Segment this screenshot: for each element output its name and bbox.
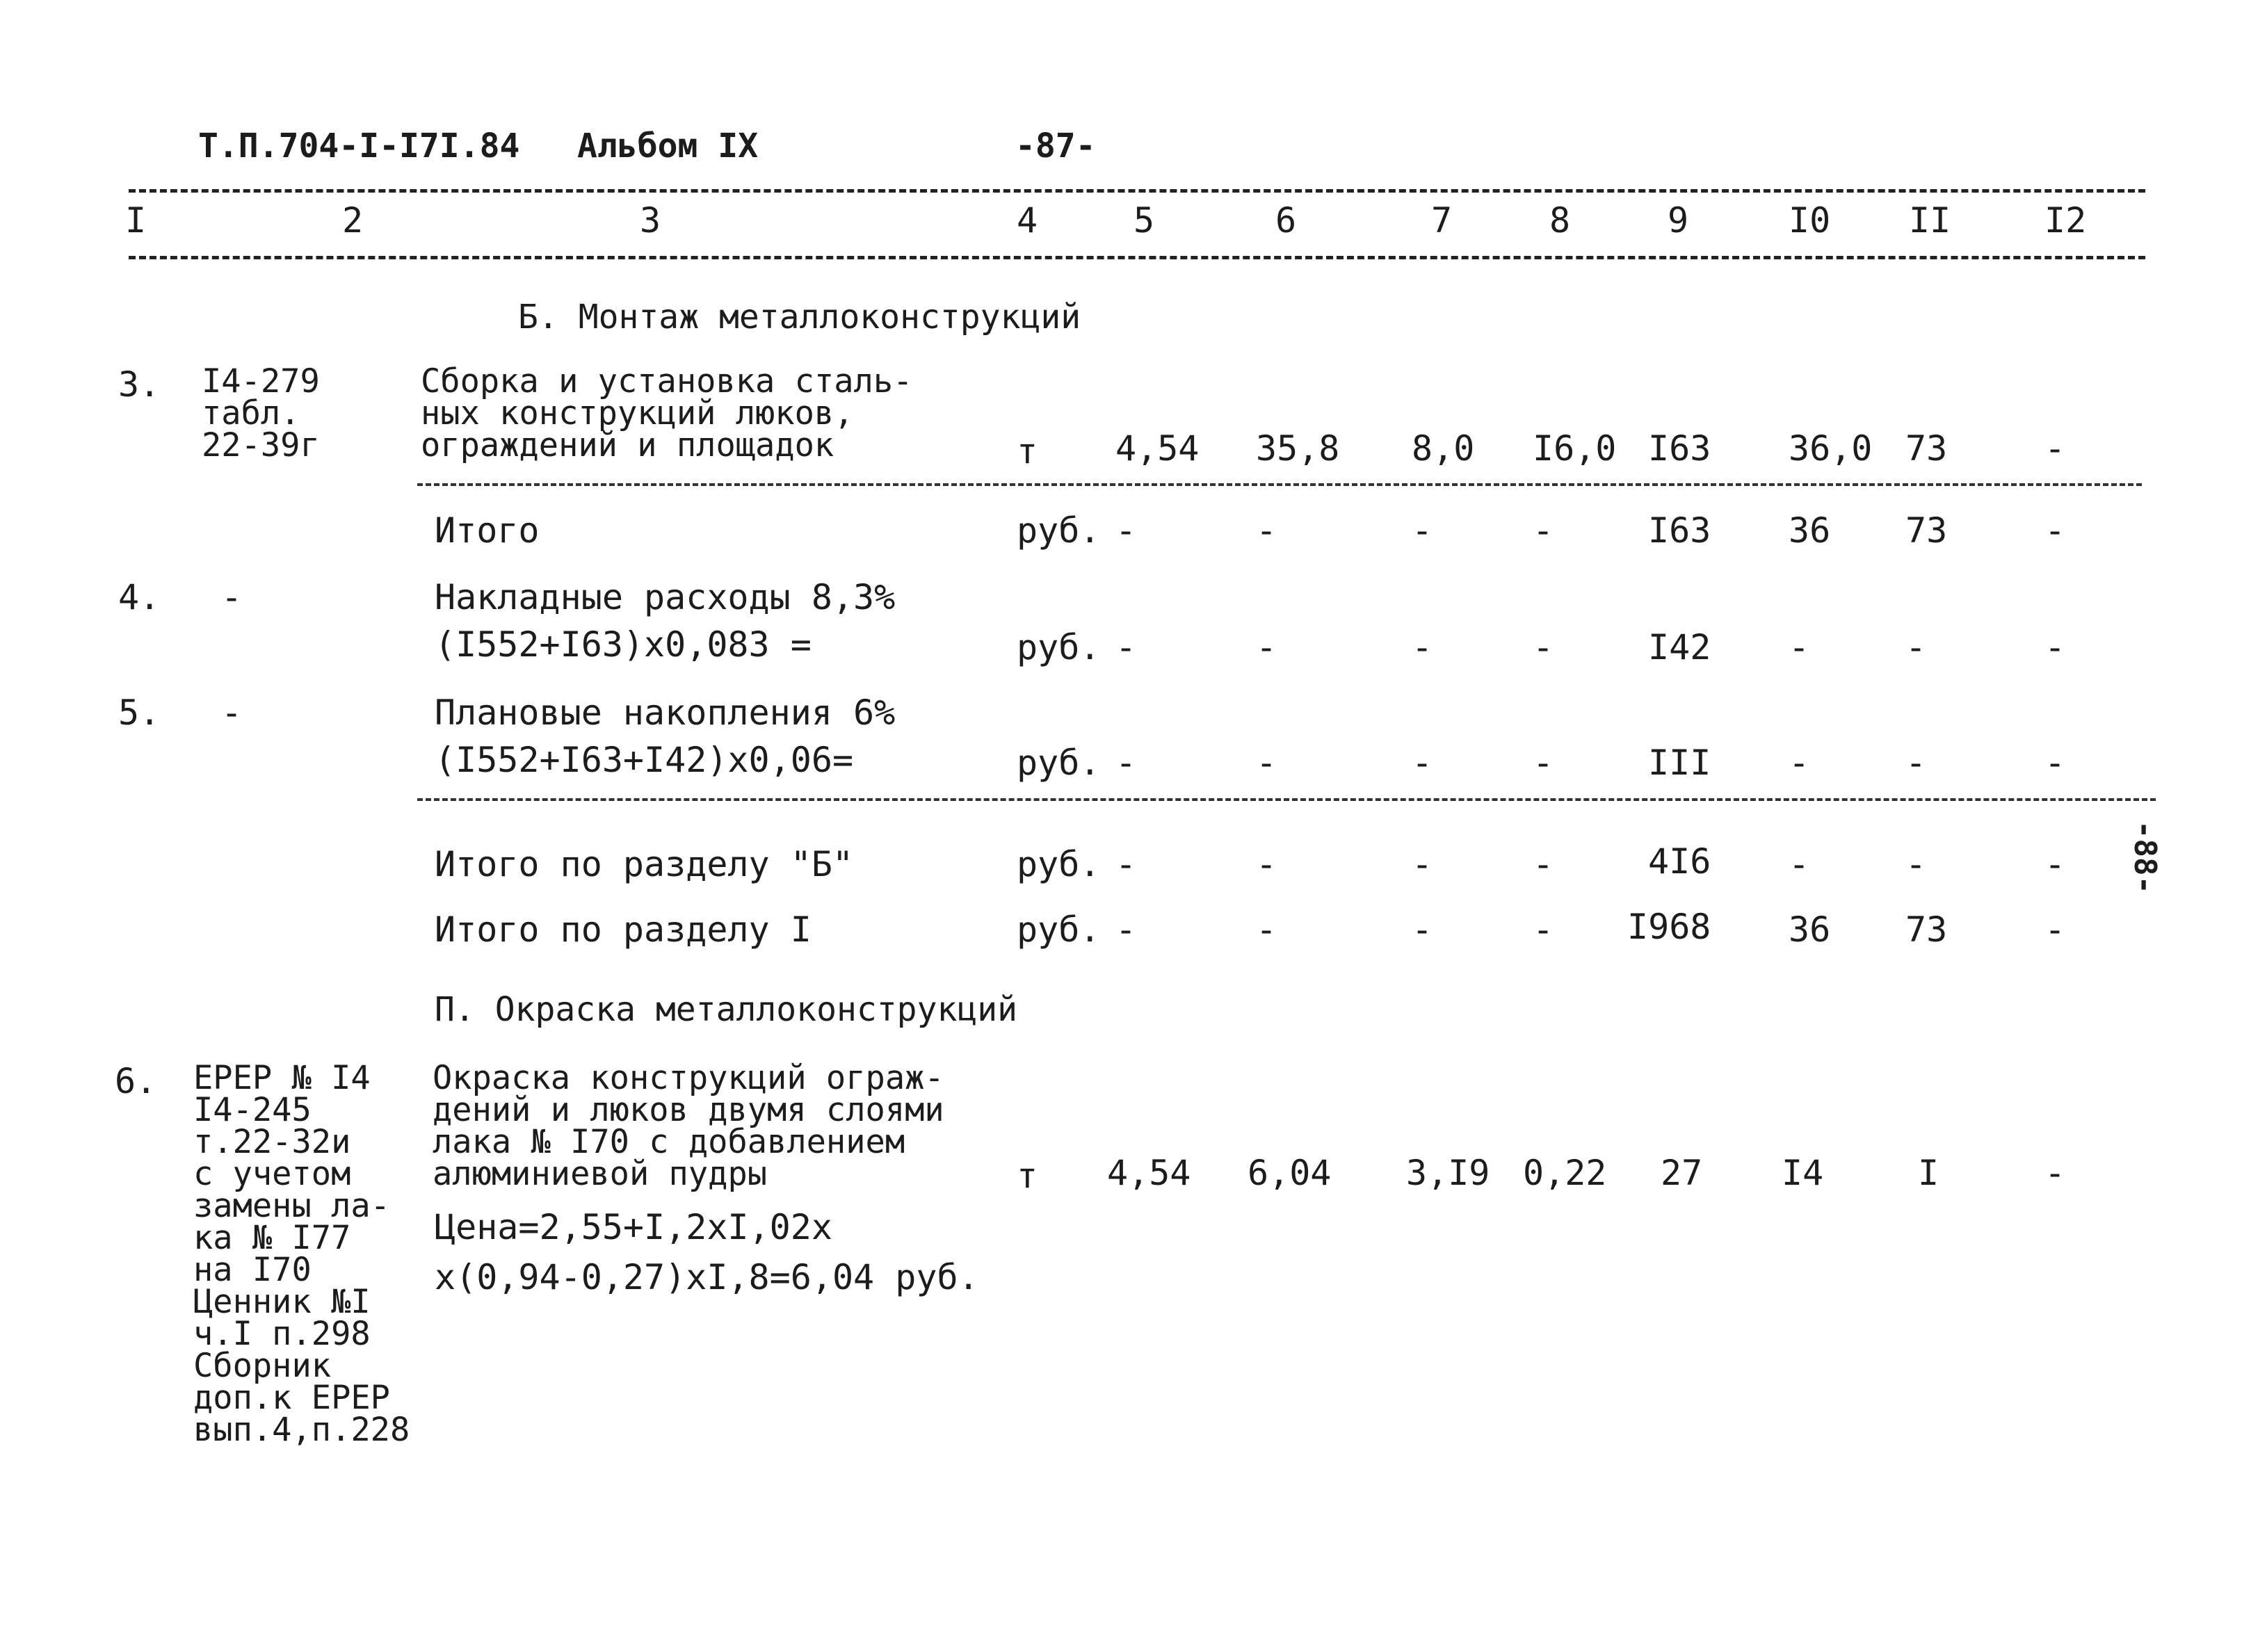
page-number: -87- bbox=[1015, 127, 1096, 165]
itogo-col7: - bbox=[1412, 510, 1433, 551]
item5-desc-line1: Плановые накопления 6% bbox=[435, 693, 896, 733]
margin-page-mark: -88- bbox=[2127, 820, 2163, 894]
item5-code: - bbox=[221, 693, 243, 733]
item4-unit: руб. bbox=[1017, 627, 1101, 667]
item3-col12: - bbox=[2044, 428, 2066, 469]
total-section-1-col10: 36 bbox=[1789, 909, 1831, 950]
itogo-unit: руб. bbox=[1017, 510, 1101, 551]
col-header-11: II bbox=[1909, 200, 1951, 241]
item3-col10: 36,0 bbox=[1789, 428, 1873, 469]
album-label: Альбом IX bbox=[577, 127, 759, 165]
item6-description: Окраска конструкций ограж- дений и люков двумя слоями лака № I70 с добавлением алюминиевой пудры bbox=[433, 1059, 944, 1193]
item3-col11: 73 bbox=[1905, 428, 1948, 469]
item3-col9: I63 bbox=[1648, 428, 1711, 469]
col-header-1: I bbox=[125, 200, 147, 241]
itogo-col12: - bbox=[2044, 510, 2066, 551]
item5-col8: - bbox=[1533, 743, 1554, 783]
item6-price-line2: x(0,94-0,27)xI,8=6,04 руб. bbox=[435, 1257, 979, 1297]
item4-number: 4. bbox=[118, 577, 161, 617]
item6-col10: I4 bbox=[1782, 1153, 1824, 1193]
document-code: Т.П.704-I-I7I.84 bbox=[198, 127, 520, 165]
col-header-2: 2 bbox=[342, 200, 364, 241]
col-header-4: 4 bbox=[1017, 200, 1038, 241]
total-section-1-col11: 73 bbox=[1905, 909, 1948, 950]
item4-col6: - bbox=[1256, 627, 1277, 667]
subtotal-rule bbox=[417, 483, 2142, 486]
col-header-9: 9 bbox=[1668, 200, 1689, 241]
header-top-rule bbox=[129, 189, 2145, 193]
item4-col7: - bbox=[1412, 627, 1433, 667]
item3-col6: 35,8 bbox=[1256, 428, 1340, 469]
total-section-b-col10: - bbox=[1789, 844, 1810, 884]
col-header-7: 7 bbox=[1431, 200, 1453, 241]
total-section-b-col11: - bbox=[1905, 844, 1927, 884]
total-section-b-col9: 4I6 bbox=[1648, 841, 1711, 882]
item6-col12: - bbox=[2044, 1153, 2066, 1193]
item4-col12: - bbox=[2044, 627, 2066, 667]
item4-col10: - bbox=[1789, 627, 1810, 667]
item6-col9: 27 bbox=[1661, 1153, 1703, 1193]
total-section-1-col7: - bbox=[1412, 909, 1433, 950]
item5-col6: - bbox=[1256, 743, 1277, 783]
item6-price-line1: Цена=2,55+I,2xI,02x bbox=[435, 1207, 832, 1247]
section-p-title: П. Окраска металлоконструкций bbox=[435, 990, 1018, 1029]
item6-code: ЕРЕР № I4 I4-245 т.22-32и с учетом замены ла- ка № I77 на I70 Ценник №I ч.I п.298 Сборник доп.к ЕРЕР вып.4,п.228 bbox=[193, 1059, 410, 1449]
item3-col7: 8,0 bbox=[1412, 428, 1475, 469]
item6-number: 6. bbox=[115, 1061, 157, 1101]
itogo-col10: 36 bbox=[1789, 510, 1831, 551]
col-header-6: 6 bbox=[1275, 200, 1297, 241]
item4-code: - bbox=[221, 577, 243, 617]
item3-col8: I6,0 bbox=[1533, 428, 1617, 469]
item6-col7: 3,I9 bbox=[1406, 1153, 1490, 1193]
item3-code: I4-279 табл. 22-39г bbox=[202, 362, 320, 464]
total-section-b-col6: - bbox=[1256, 844, 1277, 884]
item5-desc-line2: (I552+I63+I42)x0,06= bbox=[435, 740, 854, 780]
itogo-col11: 73 bbox=[1905, 510, 1948, 551]
itogo-col8: - bbox=[1533, 510, 1554, 551]
itogo-col5: - bbox=[1115, 510, 1137, 551]
col-header-12: I2 bbox=[2044, 200, 2087, 241]
item4-col8: - bbox=[1533, 627, 1554, 667]
total-section-1-col9: I968 bbox=[1627, 907, 1711, 947]
total-section-1-col12: - bbox=[2044, 909, 2066, 950]
item5-number: 5. bbox=[118, 693, 161, 733]
item3-unit: т bbox=[1017, 431, 1038, 471]
total-section-b-col7: - bbox=[1412, 844, 1433, 884]
item4-col5: - bbox=[1115, 627, 1137, 667]
item4-col9: I42 bbox=[1648, 627, 1711, 667]
item6-col8: 0,22 bbox=[1523, 1153, 1607, 1193]
total-section-b-col12: - bbox=[2044, 844, 2066, 884]
total-section-1-col8: - bbox=[1533, 909, 1554, 950]
item4-desc-line1: Накладные расходы 8,3% bbox=[435, 577, 896, 617]
item3-col5: 4,54 bbox=[1115, 428, 1200, 469]
itogo-col9: I63 bbox=[1648, 510, 1711, 551]
col-header-3: 3 bbox=[640, 200, 661, 241]
total-section-b-col8: - bbox=[1533, 844, 1554, 884]
total-section-1-unit: руб. bbox=[1017, 909, 1101, 950]
total-section-1-label: Итого по разделу I bbox=[435, 909, 812, 950]
total-section-1-col6: - bbox=[1256, 909, 1277, 950]
item6-unit: т bbox=[1017, 1156, 1038, 1196]
item5-col9: III bbox=[1648, 743, 1711, 783]
item5-col11: - bbox=[1905, 743, 1927, 783]
item6-col5: 4,54 bbox=[1107, 1153, 1191, 1193]
item5-unit: руб. bbox=[1017, 743, 1101, 783]
col-header-5: 5 bbox=[1134, 200, 1155, 241]
col-header-8: 8 bbox=[1549, 200, 1571, 241]
section-total-rule bbox=[417, 798, 2156, 801]
item5-col5: - bbox=[1115, 743, 1137, 783]
item5-col7: - bbox=[1412, 743, 1433, 783]
header-bottom-rule bbox=[129, 256, 2145, 259]
item5-col10: - bbox=[1789, 743, 1810, 783]
item6-col11: I bbox=[1918, 1153, 1939, 1193]
item4-col11: - bbox=[1905, 627, 1927, 667]
section-b-title: Б. Монтаж металлоконструкций bbox=[518, 298, 1081, 337]
total-section-1-col5: - bbox=[1115, 909, 1137, 950]
itogo-col6: - bbox=[1256, 510, 1277, 551]
item3-number: 3. bbox=[118, 364, 161, 405]
item6-col6: 6,04 bbox=[1248, 1153, 1332, 1193]
item3-description: Сборка и установка сталь- ных конструкций люков, ограждений и площадок bbox=[421, 362, 913, 464]
itogo-label: Итого bbox=[435, 510, 540, 551]
total-section-b-label: Итого по разделу "Б" bbox=[435, 844, 854, 884]
total-section-b-col5: - bbox=[1115, 844, 1137, 884]
total-section-b-unit: руб. bbox=[1017, 844, 1101, 884]
item4-desc-line2: (I552+I63)x0,083 = bbox=[435, 624, 812, 665]
col-header-10: I0 bbox=[1789, 200, 1831, 241]
item5-col12: - bbox=[2044, 743, 2066, 783]
